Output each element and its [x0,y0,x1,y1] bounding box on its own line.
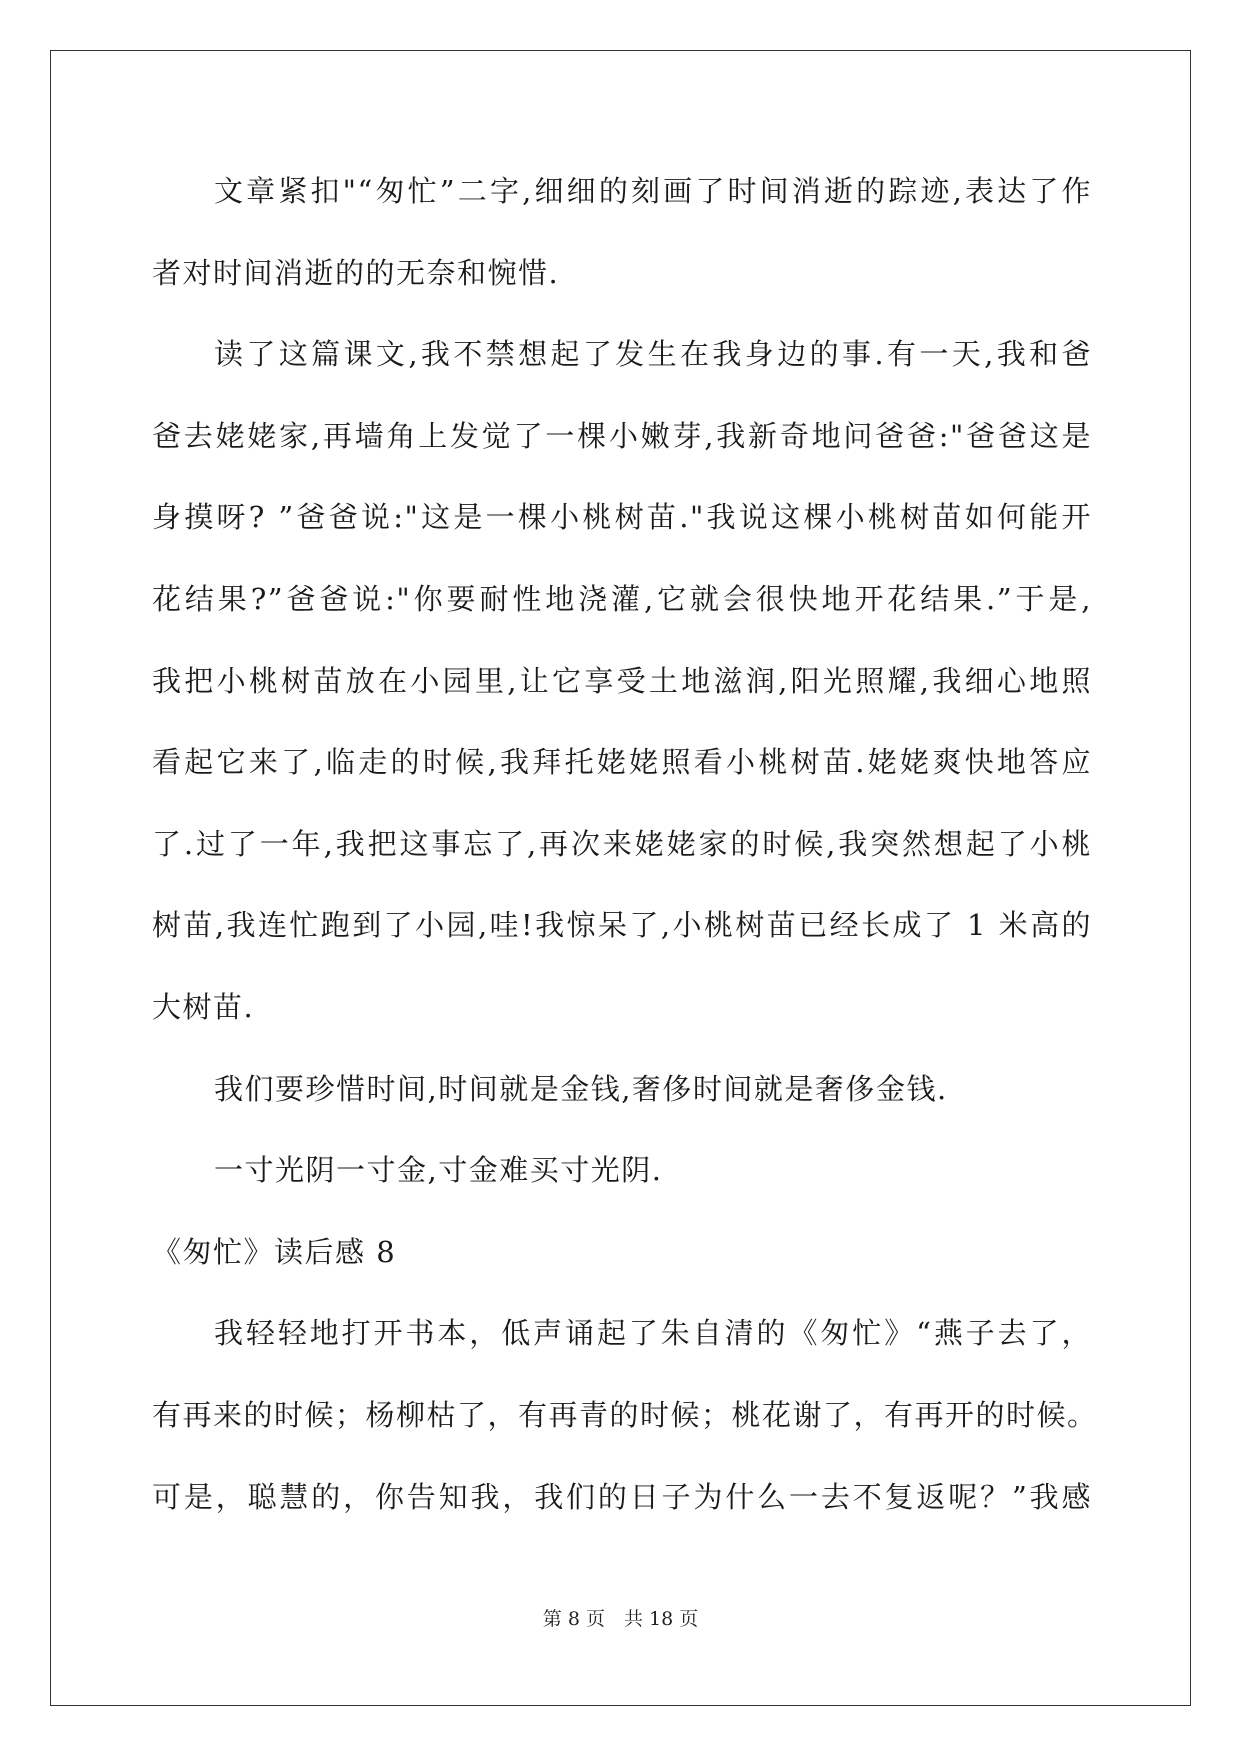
text-line: 爸去姥姥家,再墙角上发觉了一棵小嫩芽,我新奇地问爸爸:"爸爸这是 [152,418,1092,453]
text-line: 大树苗. [152,989,255,1024]
text-line: 身摸呀? ”爸爸说:"这是一棵小桃树苗."我说这棵小桃树苗如何能开 [152,500,1092,535]
text-line: 了.过了一年,我把这事忘了,再次来姥姥家的时候,我突然想起了小桃 [152,826,1092,861]
text-line: 读了这篇课文,我不禁想起了发生在我身边的事.有一天,我和爸 [214,337,1092,372]
text-line: 花结果?”爸爸说:"你要耐性地浇灌,它就会很快地开花结果.”于是, [152,581,1092,616]
document-body [152,157,1098,1544]
text-line: 一寸光阴一寸金,寸金难买寸光阴. [214,1153,663,1188]
text-line: 看起它来了,临走的时候,我拜托姥姥照看小桃树苗.姥姥爽快地答应 [152,745,1092,780]
text-line: 《匆忙》读后感 8 [152,1234,397,1269]
text-line: 可是，聪慧的，你告知我，我们的日子为什么一去不复返呢？”我感 [152,1479,1092,1514]
text-line: 我把小桃树苗放在小园里,让它享受土地滋润,阳光照耀,我细心地照 [152,663,1092,698]
page-footer: 第 8 页 共 18 页 [542,1608,699,1630]
text-line: 文章紧扣"“匆忙”二字,细细的刻画了时间消逝的踪迹,表达了作 [214,174,1092,208]
text-line: 我轻轻地打开书本，低声诵起了朱自清的《匆忙》“燕子去了， [214,1316,1092,1351]
text-line: 我们要珍惜时间,时间就是金钱,奢侈时间就是奢侈金钱. [214,1071,948,1106]
text-line: 者对时间消逝的的无奈和惋惜. [152,255,560,290]
text-line: 有再来的时候；杨柳枯了，有再青的时候；桃花谢了，有再开的时候。 [152,1397,1098,1432]
text-line: 树苗,我连忙跑到了小园,哇!我惊呆了,小桃树苗已经长成了 1 米高的 [152,908,1092,943]
